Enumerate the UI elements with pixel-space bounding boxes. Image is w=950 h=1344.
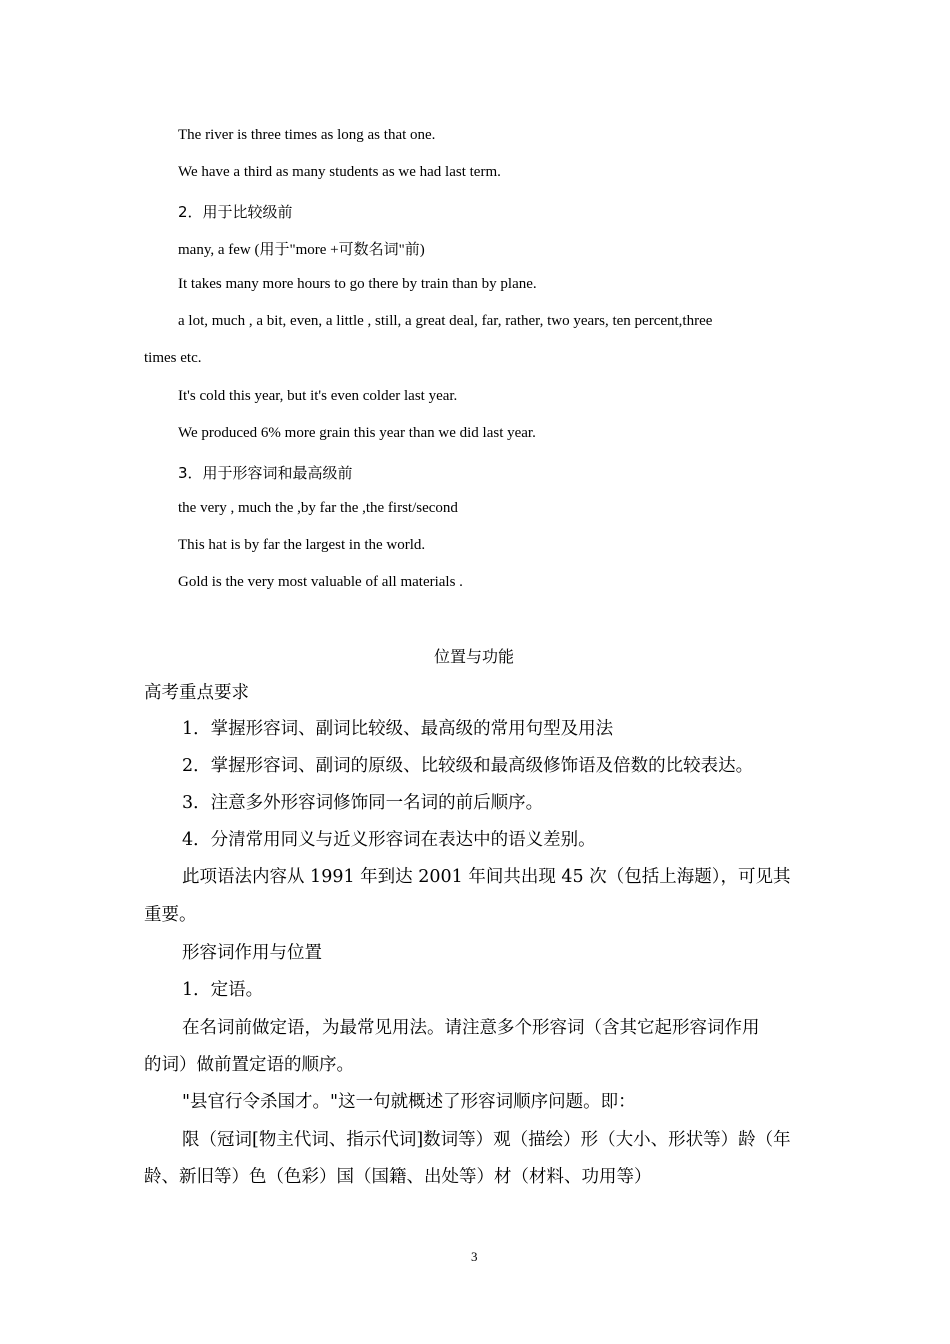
text-line: We produced 6% more grain this year than we did last year. xyxy=(178,425,536,441)
requirement-item: 1．掌握形容词、副词比较级、最高级的常用句型及用法 xyxy=(182,719,614,739)
text-line: times etc. xyxy=(144,350,202,366)
page-number: 3 xyxy=(471,1249,478,1264)
text-line: The river is three times as long as that one. xyxy=(178,127,436,143)
usage-item: 1．定语。 xyxy=(182,980,264,1000)
text-line: Gold is the very most valuable of all materials . xyxy=(178,574,463,590)
subheading-superlative: 3．用于形容词和最高级前 xyxy=(178,464,353,482)
text-line: It's cold this year, but it's even colder last year. xyxy=(178,388,458,404)
text-line: the very , much the ,by far the ,the first/second xyxy=(178,500,458,516)
paragraph-line: "县官行令杀国才。"这一句就概述了形容词顺序问题。即： xyxy=(182,1092,636,1112)
text-line: many, a few (用于"more +可数名词"前) xyxy=(178,242,425,258)
requirement-item: 2．掌握形容词、副词的原级、比较级和最高级修饰语及倍数的比较表达。 xyxy=(182,756,754,776)
requirements-title: 高考重点要求 xyxy=(144,683,249,703)
text-line: This hat is by far the largest in the world. xyxy=(178,537,426,553)
stat-line: 此项语法内容从 1991 年到达 2001 年间共出现 45 次（包括上海题），可见其 xyxy=(182,867,791,887)
paragraph-line: 龄、新旧等）色（色彩）国（国籍、出处等）材（材料、功用等） xyxy=(144,1167,652,1187)
requirement-item: 3．注意多外形容词修饰同一名词的前后顺序。 xyxy=(182,793,544,813)
requirement-item: 4．分清常用同义与近义形容词在表达中的语义差别。 xyxy=(182,830,596,850)
paragraph-line: 的词）做前置定语的顺序。 xyxy=(144,1055,354,1075)
paragraph-line: 在名词前做定语，为最常见用法。请注意多个形容词（含其它起形容词作用 xyxy=(182,1018,760,1038)
paragraph-line: 限（冠词[物主代词、指示代词]数词等）观（描绘）形（大小、形状等）龄（年 xyxy=(182,1130,791,1150)
text-line: It takes many more hours to go there by train than by plane. xyxy=(178,276,537,292)
text-line: a lot, much , a bit, even, a little , still, a great deal, far, rather, two years, ten percent,three xyxy=(178,313,713,329)
text-line: We have a third as many students as we had last term. xyxy=(178,164,501,180)
usage-title: 形容词作用与位置 xyxy=(182,943,322,963)
section-heading: 位置与功能 xyxy=(434,647,515,666)
stat-line: 重要。 xyxy=(144,905,197,925)
subheading-comparative: 2．用于比较级前 xyxy=(178,203,293,221)
